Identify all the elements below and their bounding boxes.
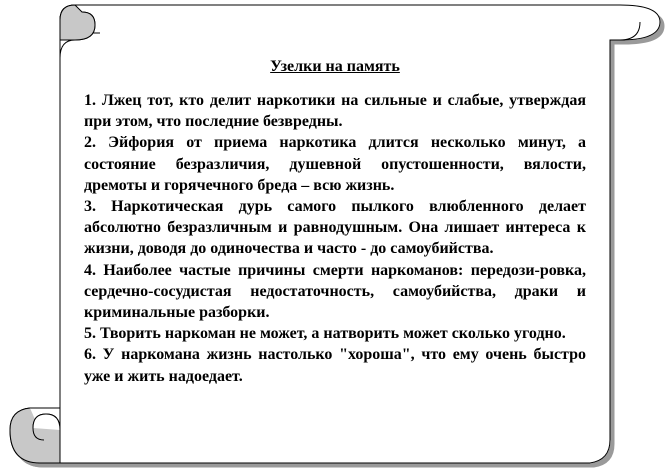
list-item-5: 5. Творить наркоман не может, а натворить может сколько угодно. (84, 325, 566, 343)
document-title: Узелки на память (270, 58, 400, 75)
list-item-1: 1. Лжец тот, кто делит наркотики на сильные и слабые, утверждая при этом, что последние безвредны. (84, 92, 586, 131)
list-item-4: 4. Наиболее частые причины смерти наркоманов: передози-ровка, сердечно-сосудистая недостаточность, самоубийства, драки и криминальные разборки. (84, 261, 586, 322)
list-item-3: 3. Наркотическая дурь самого пылкого влюбленного делает абсолютно безразличным и равнодушным. Она лишает интереса к жизни, доводя до одиночества и часто - до самоубийства. (84, 198, 586, 258)
scroll-content (84, 56, 586, 387)
list-item-2: 2. Эйфория от приема наркотика длится несколько минут, а состояние безразличия, душевной опустошенности, вялости, дремоты и горячечного бреда – всю жизнь. (84, 134, 586, 194)
list-item-6: 6. У наркомана жизнь настолько "хороша", что ему очень быстро уже и жить надоедает. (84, 346, 586, 385)
